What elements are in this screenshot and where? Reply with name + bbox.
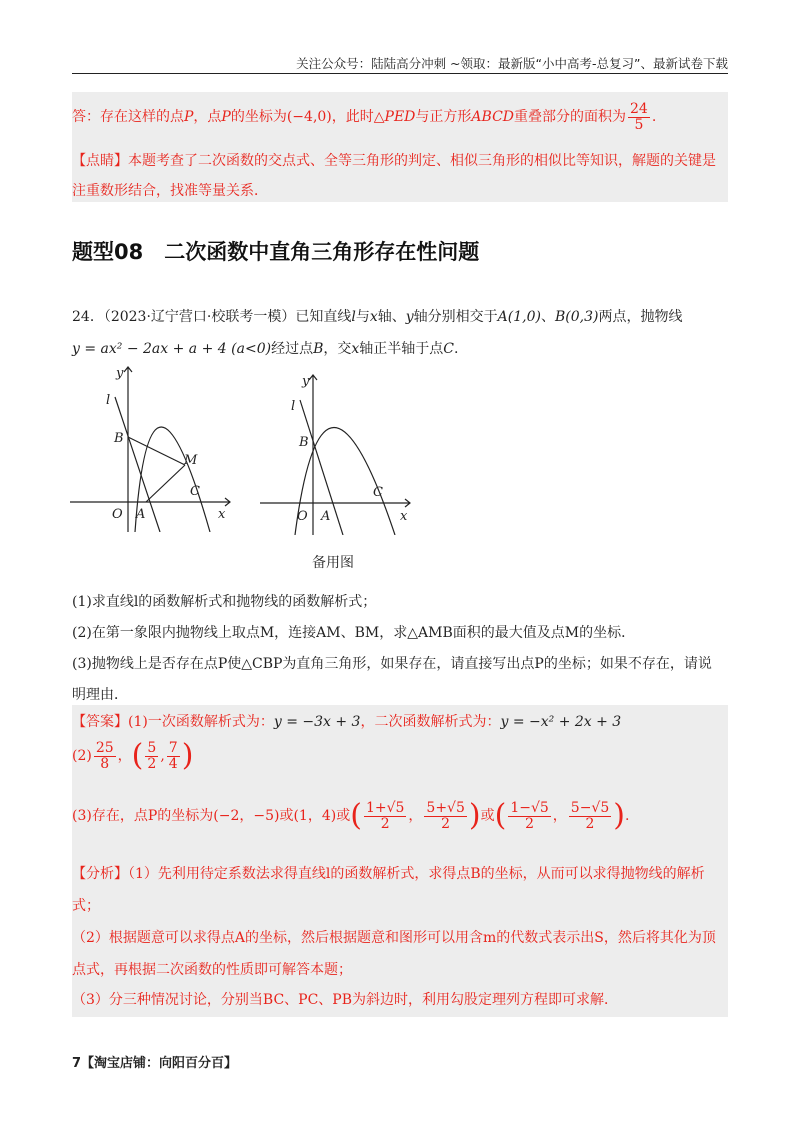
previous-answer-line: 答：存在这样的点P，点P的坐标为(−4,0)，此时△PED与正方形ABCD重叠部分的面积为 $\frac{24}{5}$ . [72, 101, 657, 133]
label-B: B [299, 435, 309, 450]
label-O: O [112, 507, 123, 522]
parabola-curve [135, 427, 210, 532]
part-3-line-2: 明理由． [72, 687, 128, 703]
label-C: C [190, 484, 200, 499]
analysis-line-3: （2）根据题意可以求得点A的坐标，然后根据题意和图形可以用含m的代数式表示出S，然后将其化为顶 [72, 930, 716, 946]
answer-line-2: (2) $\frac{25}{8}$ ，( $\frac{5}{2}$ , $\frac{7}{4}$ ) [72, 738, 194, 774]
question-line-1: 24．（2023·辽宁营口·校联考一模）已知直线l与x轴、y轴分别相交于A(1,0)、B(0,3)两点，抛物线 [72, 309, 683, 325]
answer-box [72, 705, 728, 1017]
comment-line-1: 【点睛】本题考查了二次函数的交点式、全等三角形的判定、相似三角形的相似比等知识，解题的关键是 [72, 153, 716, 169]
part-1: (1)求直线l的函数解析式和抛物线的函数解析式； [72, 594, 377, 610]
parabola-equation: y = ax² − 2ax + a + 4 [72, 341, 227, 357]
figure-main [60, 362, 240, 532]
label-C: C [373, 485, 383, 500]
analysis-tag: 【分析】 [72, 866, 128, 882]
part-2: (2)在第一象限内抛物线上取点M，连接AM、BM，求△AMB面积的最大值及点M的坐标． [72, 625, 636, 641]
analysis-line-5: （3）分三种情况讨论，分别当BC、PC、PB为斜边时，利用勾股定理列方程即可求解． [72, 992, 619, 1008]
label-x: x [218, 507, 226, 522]
part-3-line-1: (3)抛物线上是否存在点P使△CBP为直角三角形，如果存在，请直接写出点P的坐标；如果不存在，请说 [72, 656, 712, 672]
analysis-line-2: 式； [72, 898, 100, 914]
analysis-line-1: 【分析】（1）先利用待定系数法求得直线l的函数解析式，求得点B的坐标，从而可以求得抛物线的解析 [72, 866, 705, 882]
page-header: 关注公众号：陆陆高分冲刺 ~领取：最新版“小中高考-总复习”、最新试卷下载 [296, 56, 728, 71]
page-footer: 7【淘宝店铺：向阳百分百】 [72, 1056, 238, 1071]
figure-caption: 备用图 [312, 555, 354, 571]
previous-answer-box [72, 92, 728, 202]
answer-line-1: 【答案】(1)一次函数解析式为：y = −3x + 3，二次函数解析式为：y = −x² + 2x + 3 [72, 714, 622, 730]
section-title: 题型08 二次函数中直角三角形存在性问题 [72, 240, 480, 264]
header-divider [72, 73, 728, 74]
label-l: l [106, 393, 111, 408]
area-fraction: $\frac{24}{5}$ [630, 101, 648, 133]
answer-line-3: (3)存在，点P的坐标为(−2，−5)或(1，4)或( $\frac{1+√5}{2}$ ， $\frac{5+√5}{2}$ )或( $\frac{1-√5}{2}$ ， $\frac{5-√5}{2}$ ). [72, 798, 630, 834]
label-x: x [400, 509, 408, 524]
segment-AM [146, 465, 185, 502]
label-A: A [136, 507, 146, 522]
label-B: B [114, 431, 124, 446]
label-l: l [291, 399, 296, 414]
question-line-2: y = ax² − 2ax + a + 4 (a<0)经过点B，交x轴正半轴于点C. [72, 341, 459, 357]
label-y: y [116, 366, 124, 381]
parabola-curve [295, 428, 395, 536]
comment-line-2: 注重数形结合，找准等量关系． [72, 183, 268, 199]
coord-value: (−4,0) [286, 109, 332, 126]
label-M: M [184, 453, 198, 468]
answer-tag: 【答案】 [72, 714, 128, 730]
analysis-line-4: 点式，再根据二次函数的性质即可解答本题； [72, 962, 352, 978]
figure-spare [255, 370, 420, 535]
comment-tag: 【点睛】 [72, 153, 128, 169]
label-y: y [302, 374, 310, 389]
label-O: O [297, 509, 308, 524]
label-A: A [321, 509, 331, 524]
